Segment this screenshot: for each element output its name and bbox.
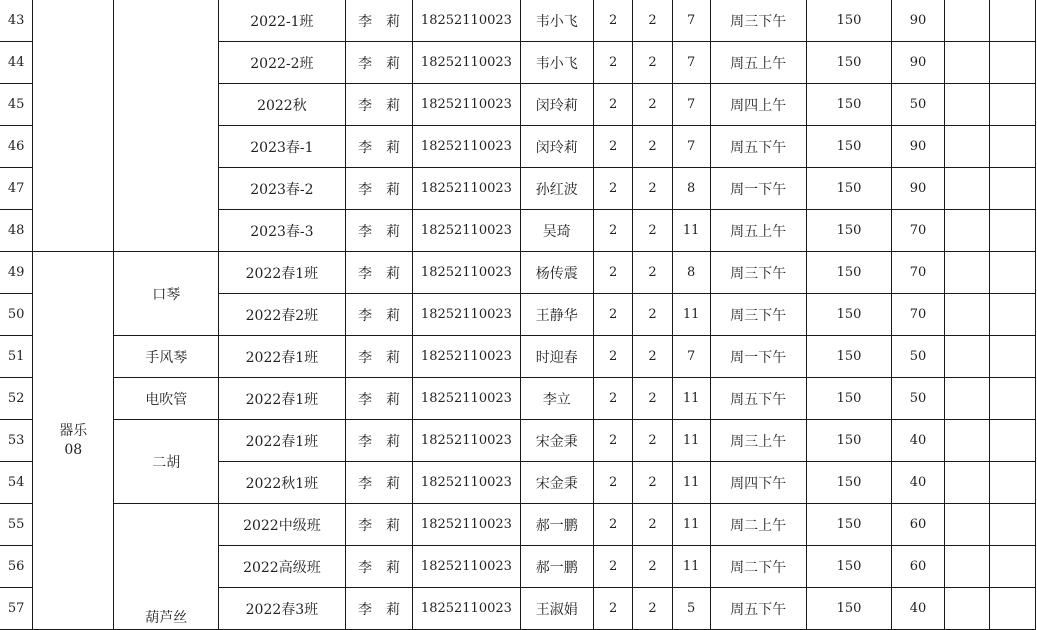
teacher-name: 李 莉 [345, 294, 413, 336]
empty-cell [990, 168, 1036, 210]
leader-name: 郝一鹏 [520, 504, 593, 546]
row-number: 57 [0, 588, 33, 630]
empty-cell [990, 294, 1036, 336]
value-b: 2 [633, 546, 672, 588]
row-number: 48 [0, 210, 33, 252]
fee: 150 [806, 588, 892, 630]
phone-number: 18252110023 [413, 168, 520, 210]
class-time: 周四下午 [710, 462, 806, 504]
value-b: 2 [633, 462, 672, 504]
value-a: 2 [593, 294, 632, 336]
fee: 150 [806, 168, 892, 210]
empty-cell [990, 546, 1036, 588]
class-time: 周一下午 [710, 168, 806, 210]
value-c: 11 [672, 210, 710, 252]
table-row [0, 252, 1036, 294]
empty-cell [944, 0, 990, 42]
phone-number: 18252110023 [413, 126, 520, 168]
class-time: 周一下午 [710, 336, 806, 378]
capacity: 40 [892, 588, 944, 630]
capacity: 50 [892, 378, 944, 420]
fee: 150 [806, 378, 892, 420]
value-b: 2 [633, 0, 672, 42]
teacher-name: 李 莉 [345, 84, 413, 126]
class-time: 周五上午 [710, 210, 806, 252]
value-a: 2 [593, 378, 632, 420]
leader-name: 韦小飞 [520, 0, 593, 42]
leader-name: 韦小飞 [520, 42, 593, 84]
fee: 150 [806, 126, 892, 168]
phone-number: 18252110023 [413, 210, 520, 252]
instrument-wind-synth: 电吹管 [114, 378, 219, 420]
value-c: 11 [672, 378, 710, 420]
capacity: 70 [892, 252, 944, 294]
value-c: 7 [672, 0, 710, 42]
phone-number: 18252110023 [413, 546, 520, 588]
teacher-name: 李 莉 [345, 504, 413, 546]
fee: 150 [806, 504, 892, 546]
value-b: 2 [633, 294, 672, 336]
fee: 150 [806, 210, 892, 252]
value-b: 2 [633, 378, 672, 420]
empty-cell [944, 462, 990, 504]
class-name: 2022春1班 [219, 336, 345, 378]
row-number: 49 [0, 252, 33, 294]
value-b: 2 [633, 84, 672, 126]
capacity: 60 [892, 504, 944, 546]
class-name: 2022春2班 [219, 294, 345, 336]
instrument-accordion: 手风琴 [114, 336, 219, 378]
class-name: 2023春-3 [219, 210, 345, 252]
value-a: 2 [593, 210, 632, 252]
class-name: 2023春-1 [219, 126, 345, 168]
row-number: 43 [0, 0, 33, 42]
class-name: 2022-2班 [219, 42, 345, 84]
fee: 150 [806, 546, 892, 588]
capacity: 40 [892, 462, 944, 504]
capacity: 50 [892, 84, 944, 126]
teacher-name: 李 莉 [345, 252, 413, 294]
leader-name: 吴琦 [520, 210, 593, 252]
value-b: 2 [633, 168, 672, 210]
value-a: 2 [593, 420, 632, 462]
phone-number: 18252110023 [413, 0, 520, 42]
phone-number: 18252110023 [413, 462, 520, 504]
class-name: 2022-1班 [219, 0, 345, 42]
value-b: 2 [633, 126, 672, 168]
empty-cell [944, 168, 990, 210]
capacity: 70 [892, 210, 944, 252]
table-row [0, 378, 1036, 420]
phone-number: 18252110023 [413, 504, 520, 546]
value-c: 11 [672, 546, 710, 588]
fee: 150 [806, 84, 892, 126]
empty-cell [944, 420, 990, 462]
phone-number: 18252110023 [413, 588, 520, 630]
fee: 150 [806, 42, 892, 84]
leader-name: 杨传震 [520, 252, 593, 294]
row-number: 56 [0, 546, 33, 588]
value-b: 2 [633, 504, 672, 546]
class-time: 周五下午 [710, 588, 806, 630]
capacity: 90 [892, 126, 944, 168]
capacity: 50 [892, 336, 944, 378]
value-a: 2 [593, 168, 632, 210]
capacity: 60 [892, 546, 944, 588]
class-time: 周三下午 [710, 294, 806, 336]
value-c: 8 [672, 252, 710, 294]
value-a: 2 [593, 252, 632, 294]
row-number: 54 [0, 462, 33, 504]
class-time: 周五下午 [710, 378, 806, 420]
leader-name: 宋金秉 [520, 420, 593, 462]
teacher-name: 李 莉 [345, 168, 413, 210]
class-name: 2022秋1班 [219, 462, 345, 504]
value-b: 2 [633, 420, 672, 462]
value-c: 11 [672, 504, 710, 546]
teacher-name: 李 莉 [345, 42, 413, 84]
phone-number: 18252110023 [413, 336, 520, 378]
department-code: 08 [64, 441, 83, 458]
capacity: 70 [892, 294, 944, 336]
row-number: 53 [0, 420, 33, 462]
empty-cell [990, 210, 1036, 252]
class-time: 周二上午 [710, 504, 806, 546]
class-time: 周四上午 [710, 84, 806, 126]
class-name: 2022高级班 [219, 546, 345, 588]
row-number: 51 [0, 336, 33, 378]
row-number: 47 [0, 168, 33, 210]
empty-cell [990, 336, 1036, 378]
class-time: 周三上午 [710, 420, 806, 462]
class-time: 周二下午 [710, 546, 806, 588]
empty-cell [990, 378, 1036, 420]
teacher-name: 李 莉 [345, 210, 413, 252]
row-number: 55 [0, 504, 33, 546]
leader-name: 宋金秉 [520, 462, 593, 504]
value-c: 8 [672, 168, 710, 210]
fee: 150 [806, 420, 892, 462]
empty-cell [990, 252, 1036, 294]
fee: 150 [806, 252, 892, 294]
phone-number: 18252110023 [413, 42, 520, 84]
empty-cell [944, 588, 990, 630]
phone-number: 18252110023 [413, 294, 520, 336]
leader-name: 孙红波 [520, 168, 593, 210]
class-name: 2022秋 [219, 84, 345, 126]
department-name: 器乐 [59, 422, 88, 439]
leader-name: 时迎春 [520, 336, 593, 378]
value-a: 2 [593, 42, 632, 84]
empty-cell [990, 420, 1036, 462]
empty-cell [990, 588, 1036, 630]
fee: 150 [806, 462, 892, 504]
instrument-hulusi: 葫芦丝 [114, 504, 219, 630]
empty-cell [944, 378, 990, 420]
empty-cell [990, 84, 1036, 126]
teacher-name: 李 莉 [345, 588, 413, 630]
row-number: 50 [0, 294, 33, 336]
value-b: 2 [633, 210, 672, 252]
leader-name: 王淑娟 [520, 588, 593, 630]
row-number: 46 [0, 126, 33, 168]
value-a: 2 [593, 462, 632, 504]
empty-cell [944, 504, 990, 546]
row-number: 45 [0, 84, 33, 126]
fee: 150 [806, 294, 892, 336]
class-name: 2022春3班 [219, 588, 345, 630]
teacher-name: 李 莉 [345, 336, 413, 378]
fee: 150 [806, 0, 892, 42]
instrument-harmonica: 口琴 [114, 252, 219, 336]
class-name: 2023春-2 [219, 168, 345, 210]
capacity: 90 [892, 168, 944, 210]
value-a: 2 [593, 84, 632, 126]
phone-number: 18252110023 [413, 378, 520, 420]
value-c: 7 [672, 336, 710, 378]
leader-name: 郝一鹏 [520, 546, 593, 588]
value-a: 2 [593, 504, 632, 546]
value-c: 7 [672, 42, 710, 84]
value-c: 11 [672, 294, 710, 336]
capacity: 40 [892, 420, 944, 462]
class-name: 2022春1班 [219, 420, 345, 462]
class-name: 2022中级班 [219, 504, 345, 546]
empty-cell [944, 294, 990, 336]
leader-name: 闵玲莉 [520, 126, 593, 168]
value-b: 2 [633, 42, 672, 84]
value-b: 2 [633, 252, 672, 294]
teacher-name: 李 莉 [345, 546, 413, 588]
leader-name: 闵玲莉 [520, 84, 593, 126]
value-a: 2 [593, 588, 632, 630]
empty-cell [944, 84, 990, 126]
value-b: 2 [633, 336, 672, 378]
table-row [0, 504, 1036, 546]
value-c: 11 [672, 420, 710, 462]
value-a: 2 [593, 126, 632, 168]
capacity: 90 [892, 42, 944, 84]
empty-cell [944, 210, 990, 252]
teacher-name: 李 莉 [345, 126, 413, 168]
teacher-name: 李 莉 [345, 378, 413, 420]
value-c: 11 [672, 462, 710, 504]
empty-cell [990, 504, 1036, 546]
value-b: 2 [633, 588, 672, 630]
value-a: 2 [593, 336, 632, 378]
class-name: 2022春1班 [219, 252, 345, 294]
class-time: 周五上午 [710, 42, 806, 84]
value-c: 7 [672, 84, 710, 126]
empty-cell [990, 462, 1036, 504]
empty-cell [944, 42, 990, 84]
empty-cell [944, 336, 990, 378]
table-row [0, 336, 1036, 378]
phone-number: 18252110023 [413, 420, 520, 462]
class-time: 周五下午 [710, 126, 806, 168]
class-time: 周三下午 [710, 252, 806, 294]
teacher-name: 李 莉 [345, 462, 413, 504]
empty-cell [990, 42, 1036, 84]
value-a: 2 [593, 546, 632, 588]
empty-cell [990, 0, 1036, 42]
table-row [0, 0, 1036, 42]
class-time: 周三下午 [710, 0, 806, 42]
instrument-erhu: 二胡 [114, 420, 219, 504]
empty-cell [990, 126, 1036, 168]
empty-cell [944, 126, 990, 168]
value-c: 7 [672, 126, 710, 168]
row-number: 44 [0, 42, 33, 84]
row-number: 52 [0, 378, 33, 420]
value-c: 5 [672, 588, 710, 630]
fee: 150 [806, 336, 892, 378]
teacher-name: 李 莉 [345, 420, 413, 462]
department-cell [33, 252, 114, 630]
instrument-cell-empty [114, 0, 219, 252]
class-name: 2022春1班 [219, 378, 345, 420]
leader-name: 王静华 [520, 294, 593, 336]
phone-number: 18252110023 [413, 252, 520, 294]
table-row [0, 420, 1036, 462]
empty-cell [944, 546, 990, 588]
phone-number: 18252110023 [413, 84, 520, 126]
value-a: 2 [593, 0, 632, 42]
teacher-name: 李 莉 [345, 0, 413, 42]
leader-name: 李立 [520, 378, 593, 420]
capacity: 90 [892, 0, 944, 42]
department-cell-empty [33, 0, 114, 252]
empty-cell [944, 252, 990, 294]
